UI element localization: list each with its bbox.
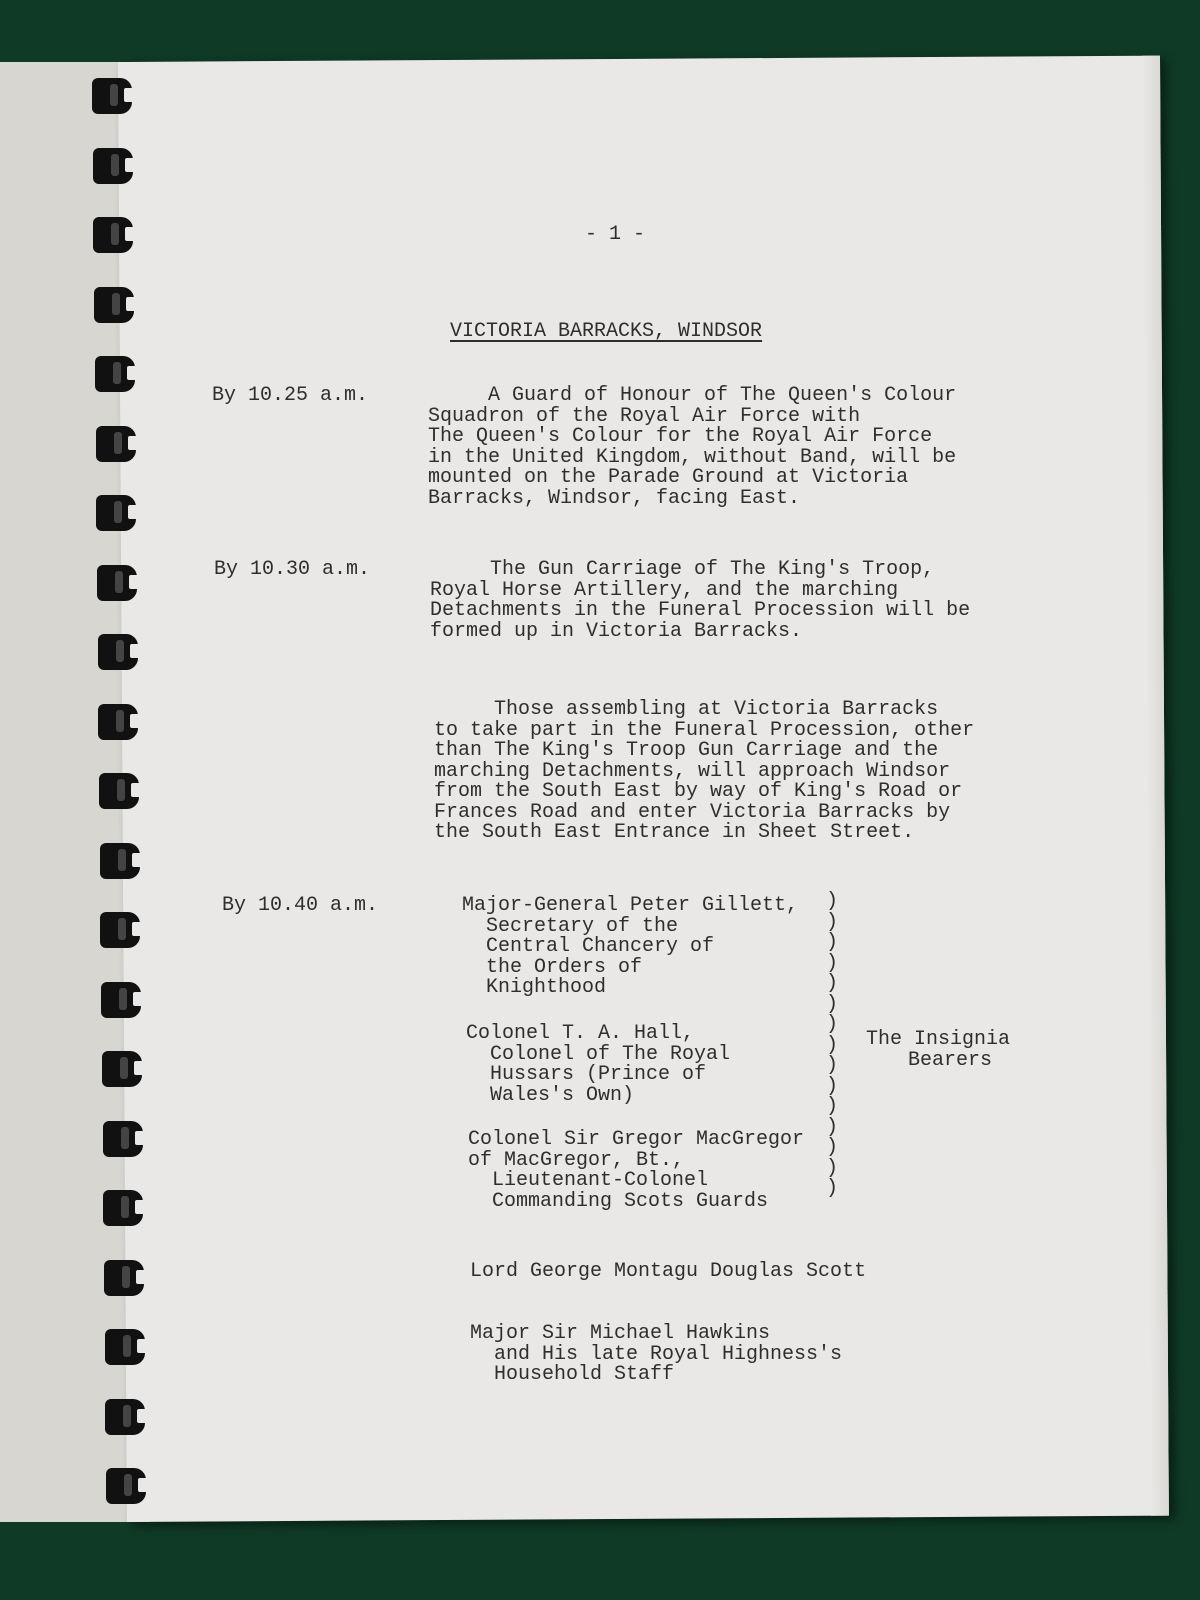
- binding-coil: [92, 493, 142, 533]
- binding-coil: [90, 285, 140, 325]
- binding-coil: [93, 563, 143, 603]
- spiral-binding: [88, 70, 158, 1510]
- binding-coil: [99, 1188, 149, 1228]
- time-label: By 10.25 a.m.: [212, 384, 369, 407]
- binding-coil: [102, 1466, 152, 1506]
- section-heading: VICTORIA BARRACKS, WINDSOR: [450, 320, 763, 343]
- binding-coil: [99, 1119, 149, 1159]
- time-label: By 10.30 a.m.: [214, 558, 371, 581]
- time-label: By 10.40 a.m.: [222, 894, 379, 917]
- binding-coil: [91, 354, 141, 394]
- binding-coil: [96, 910, 146, 950]
- entry-paragraph: A Guard of Honour of The Queen's Colour Squadron of the Royal Air Force with The Queen's Colour for the Royal Air Force in the United Kingdom, without Band, will be mounted on the Parade Ground at Victoria Barracks, Windsor, facing East.: [428, 384, 957, 510]
- bearer-entry: Major-General Peter Gillett, Secretary of the Central Chancery of the Orders of Knighthood: [462, 894, 799, 999]
- binding-coil: [92, 424, 142, 464]
- binding-coil: [96, 841, 146, 881]
- binding-coil: [95, 771, 145, 811]
- entry-paragraph: The Gun Carriage of The King's Troop, Royal Horse Artillery, and the marching Detachments in the Funeral Procession will be formed up in Victoria Barracks.: [430, 558, 971, 643]
- binding-coil: [89, 215, 139, 255]
- binding-coil: [101, 1327, 151, 1367]
- bracket-glyphs: ) ) ) ) ) ) ) ) ) ) ) ) ) ) ): [826, 890, 839, 1200]
- attendee-entry: Lord George Montagu Douglas Scott: [470, 1260, 867, 1283]
- binding-coil: [97, 980, 147, 1020]
- bearer-entry: Colonel T. A. Hall, Colonel of The Royal Hussars (Prince of Wales's Own): [466, 1022, 731, 1107]
- binding-coil: [101, 1397, 151, 1437]
- binding-coil: [88, 76, 138, 116]
- binding-coil: [98, 1049, 148, 1089]
- binding-coil: [94, 702, 144, 742]
- binding-coil: [94, 632, 144, 672]
- bearer-entry: Colonel Sir Gregor MacGregor of MacGregor, Bt., Lieutenant-Colonel Commanding Scots Guards: [468, 1128, 805, 1213]
- attendee-entry: Major Sir Michael Hawkins and His late Royal Highness's Household Staff: [470, 1322, 843, 1386]
- bracket-label: The Insignia Bearers: [866, 1028, 1011, 1072]
- page-number: - 1 -: [585, 223, 646, 246]
- page-edge: [1142, 56, 1169, 1516]
- binding-coil: [89, 146, 139, 186]
- binding-coil: [100, 1258, 150, 1298]
- entry-paragraph: Those assembling at Victoria Barracks to take part in the Funeral Procession, other than The King's Troop Gun Carriage and the marching Detachments, will approach Windsor from the South East by way of King's Road or Frances Road and enter Victoria Barracks by the South East Entrance in Sheet Street.: [434, 698, 975, 844]
